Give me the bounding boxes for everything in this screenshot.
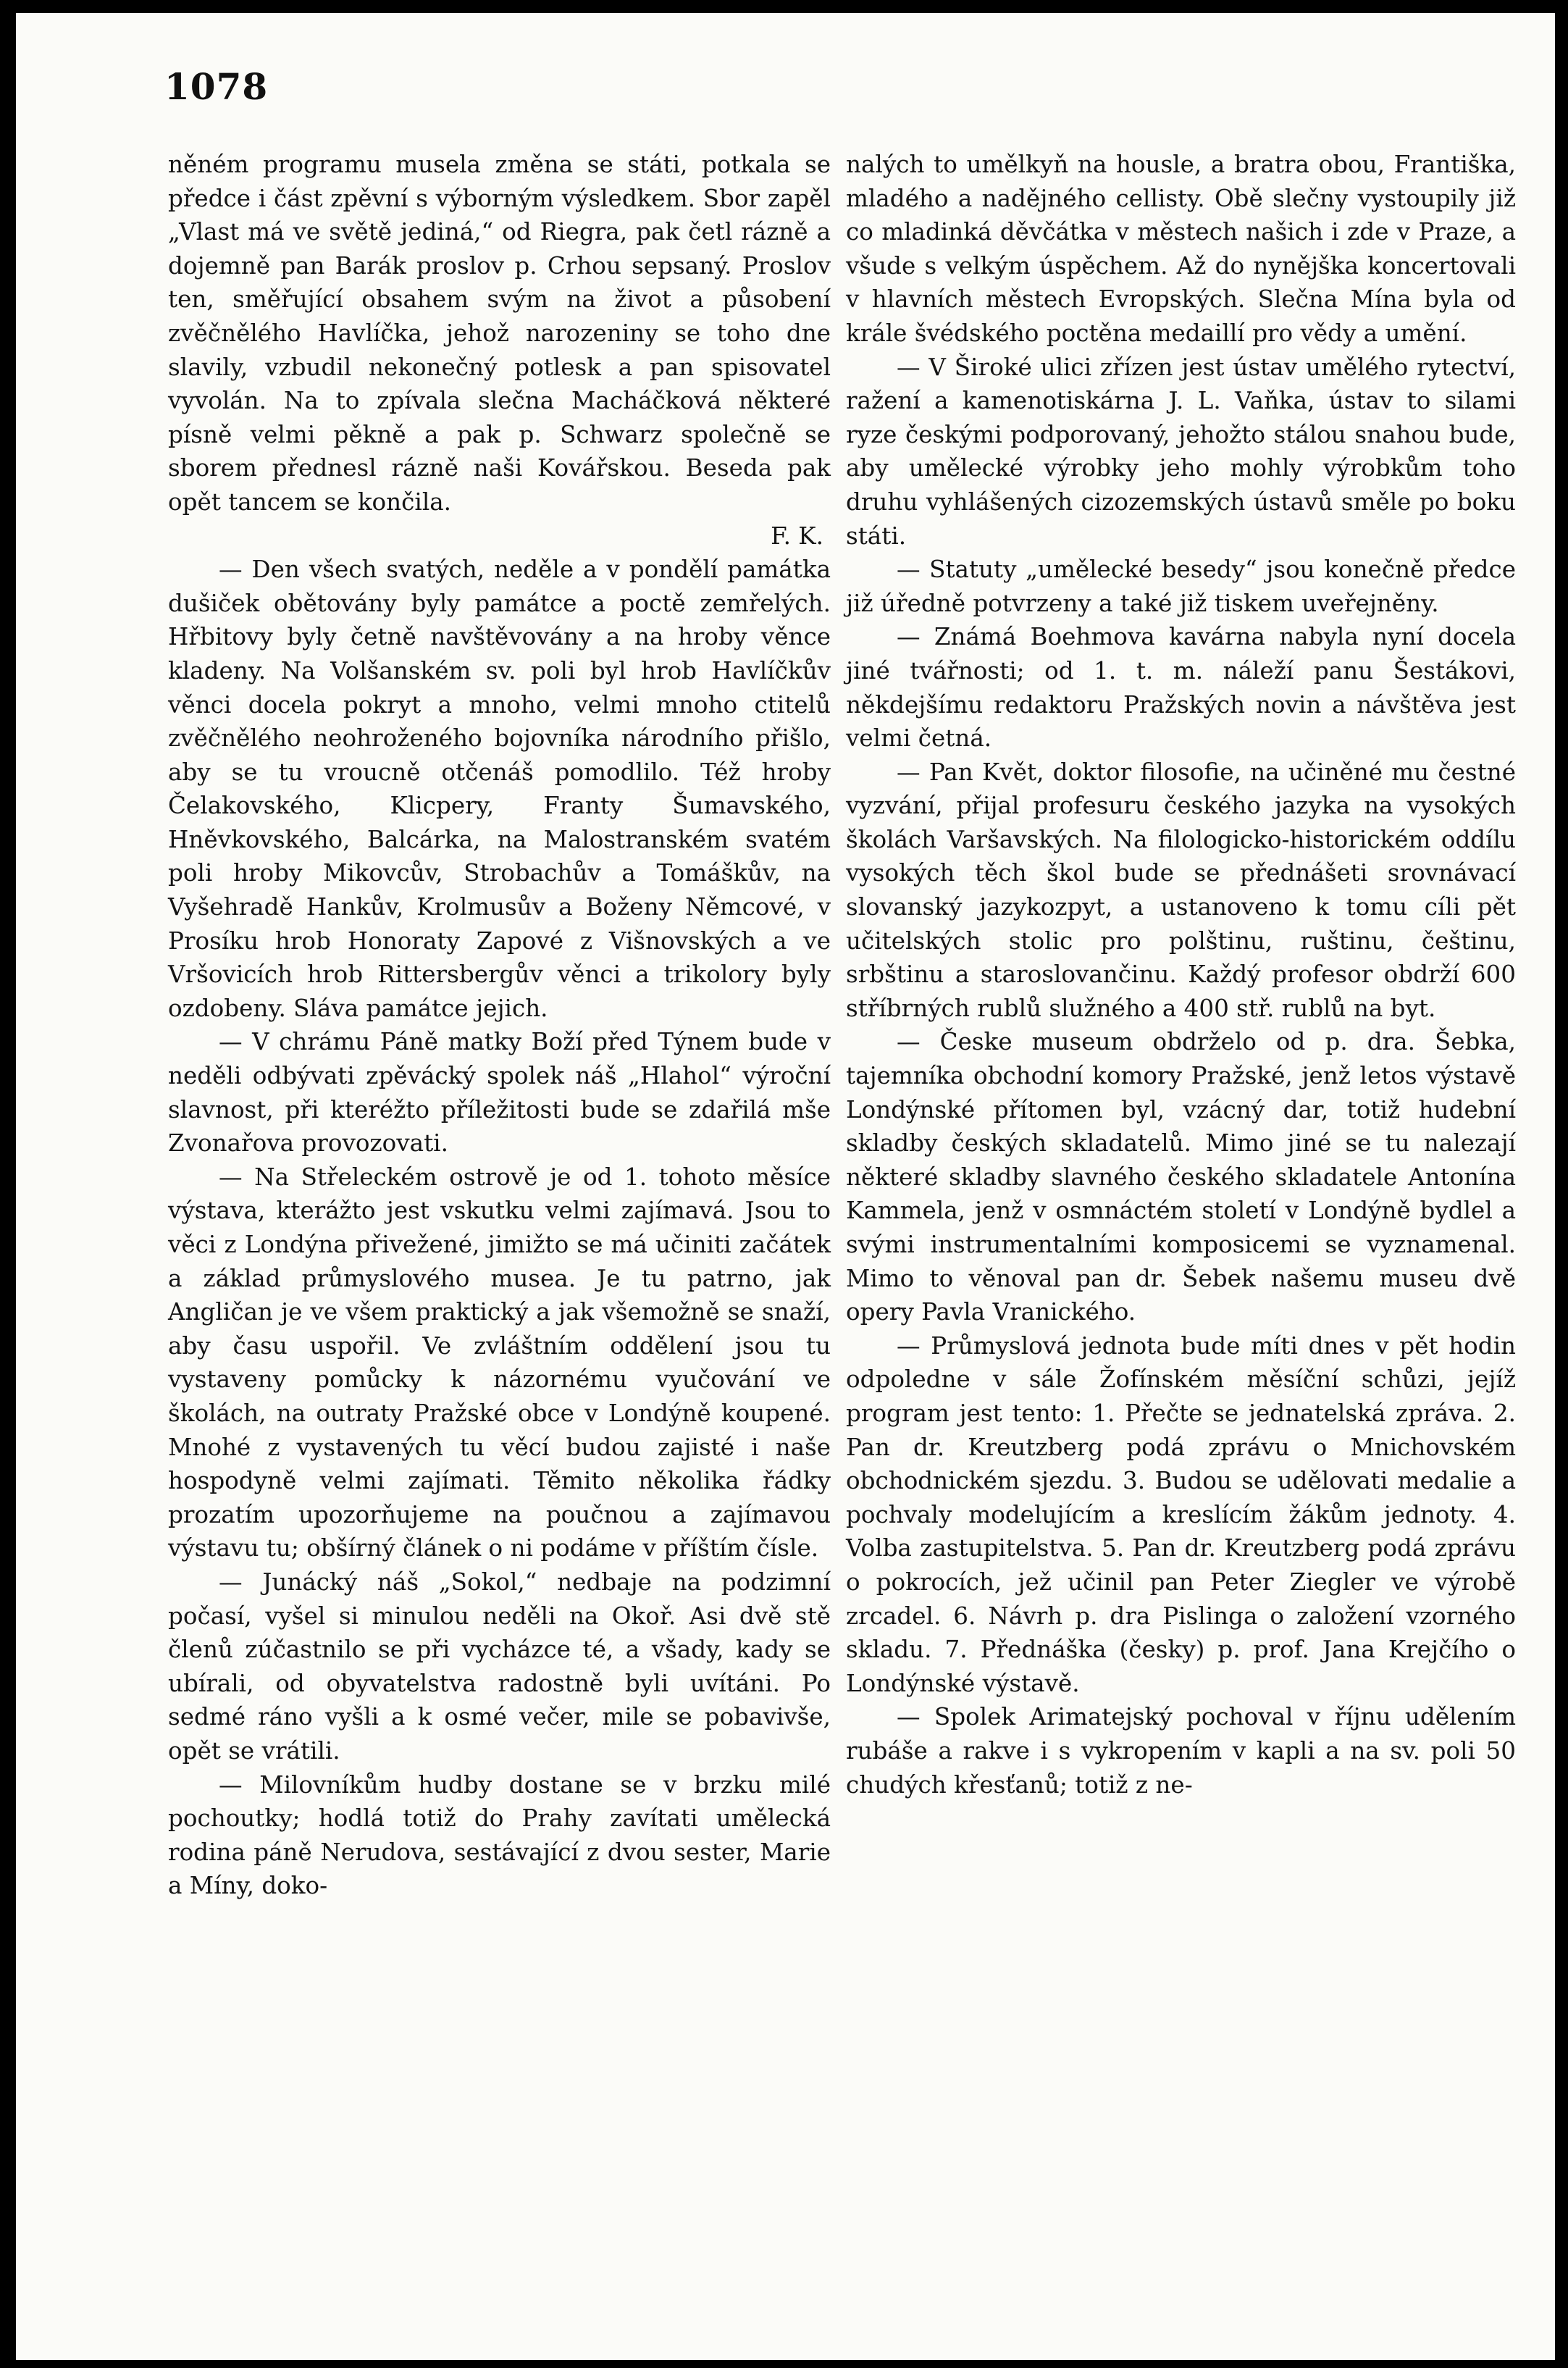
- article-paragraph: [168, 148, 831, 553]
- article-paragraph: — V chrámu Páně matky Boží před Týnem bude v neděli odbývati zpěvácký spolek náš „Hlahol“ výroční slavnost, při kteréžto příležitosti bude se zdařilá mše Zvonařova provozovati.: [168, 1028, 831, 1158]
- right-column: [846, 148, 1516, 1802]
- article-paragraph: — Česke museum obdrželo od p. dra. Šebka, tajemníka obchodní komory Pražské, jenž letos výstavě Londýnské přítomen byl, vzácný dar, totiž hudební skladby českých skladatelů. Mimo jiné se tu nalezají některé skladby slavného českého skladatele Antonína Kammela, jenž v osmnáctém století v Londýně bydlel a svými instrumentalními komposicemi se vyznamenal. Mimo to věnoval pan dr. Šebek našemu museu dvě opery Pavla Vranického.: [846, 1028, 1516, 1326]
- left-column: [168, 148, 831, 1903]
- newspaper-page: [16, 13, 1555, 2360]
- article-paragraph: — V Široké ulici zřízen jest ústav umělého rytectví, ražení a kamenotiskárna J. L. Vaňka, ústav to silami ryze českými podporovaný, jehožto stálou snahou bude, aby umělecké výrobky jeho mohly výrobkům toho druhu vyhlášených cizozemských ústavů směle po boku státi.: [846, 353, 1516, 550]
- article-paragraph: — Průmyslová jednota bude míti dnes v pět hodin odpoledne v sále Žofínském měsíční schůzi, jejíž program jest tento: 1. Přečte se jednatelská zpráva. 2. Pan dr. Kreutzberg podá zprávu o Mnichovském obchodnickém sjezdu. 3. Budou se udělovati medalie a pochvaly modelujícím a kreslícím žákům jednoty. 4. Volba zastupitelstva. 5. Pan dr. Kreutzberg podá zprávu o pokrocích, jež učinil pan Peter Ziegler ve výrobě zrcadel. 6. Návrh p. dra Pislinga o založení vzorného skladu. 7. Přednáška (česky) p. prof. Jana Krejčího o Londýnské výstavě.: [846, 1331, 1516, 1697]
- article-paragraph: — Spolek Arimatejský pochoval v říjnu udělením rubáše a rakve i s vykropením v kapli a na sv. poli 50 chudých křesťanů; totiž z ne-: [846, 1703, 1516, 1799]
- article-paragraph: — Známá Boehmova kavárna nabyla nyní docela jiné tvářnosti; od 1. t. m. náleží panu Šestákovi, někdejšímu redaktoru Pražských novin a návštěva jest velmi četná.: [846, 623, 1516, 753]
- article-paragraph: — Junácký náš „Sokol,“ nedbaje na podzimní počasí, vyšel si minulou neděli na Okoř. Asi dvě stě členů zúčastnilo se při vycházce té, a všady, kady se ubírali, od obyvatelstva radostně byli uvítáni. Po sedmé ráno vyšli a k osmé večer, mile se pobavivše, opět se vrátili.: [168, 1568, 831, 1765]
- article-paragraph: — Milovníkům hudby dostane se v brzku milé pochoutky; hodlá totiž do Prahy zavítati umělecká rodina páně Nerudova, sestávající z dvou sester, Marie a Míny, doko-: [168, 1770, 831, 1900]
- author-signature: F. K.: [771, 522, 823, 550]
- article-paragraph: — Na Střeleckém ostrově je od 1. tohoto měsíce výstava, kterážto jest vskutku velmi zajímavá. Jsou to věci z Londýna přivežené, jimižto se má učiniti začátek a základ průmyslového musea. Je tu patrno, jak Angličan je ve všem praktický a jak všemožně se snaží, aby času uspořil. Ve zvláštním oddělení jsou tu vystaveny pomůcky k názornému vyučování ve školách, na outraty Pražské obce v Londýně koupené. Mnohé z vystavených tu věcí budou zajisté i naše hospodyně velmi zajímati. Těmito několika řádky prozatím upozorňujeme na poučnou a zajímavou výstavu tu; obšírný článek o ni podáme v příštím čísle.: [168, 1163, 831, 1562]
- page-number: 1078: [164, 65, 269, 108]
- article-text: něném programu musela změna se státi, potkala se předce i část zpěvní s výborným výsledkem. Sbor zapěl „Vlast má ve světě jediná,“ od Riegra, pak četl rázně a dojemně pan Barák proslov p. Crhou sepsaný. Proslov ten, směřující obsahem svým na život a působení zvěčnělého Havlíčka, jehož narozeniny se toho dne slavily, vzbudil nekonečný potlesk a pan spisovatel vyvolán. Na to zpívala slečna Macháčková některé písně velmi pěkně a pak p. Schwarz společně se sborem přednesl rázně naši Kovářskou. Beseda pak opět tancem se končila.: [168, 151, 831, 516]
- article-paragraph: — Den všech svatých, neděle a v pondělí památka dušiček obětovány byly památce a poctě zemřelých. Hřbitovy byly četně navštěvovány a na hroby věnce kladeny. Na Volšanském sv. poli byl hrob Havlíčkův věnci docela pokryt a mnoho, velmi mnoho ctitelů zvěčnělého neohroženého bojovníka národního přišlo, aby se tu vroucně otčenáš pomodlilo. Též hroby Čelakovského, Klicpery, Franty Šumavského, Hněvkovského, Balcárka, na Malostranském svatém poli hroby Mikovcův, Strobachův a Tomáškův, na Vyšehradě Hankův, Krolmusův a Boženy Němcové, v Prosíku hrob Honoraty Zapové z Višnovských a ve Vršovicích hrob Rittersbergův věnci a trikolory byly ozdobeny. Sláva památce jejich.: [168, 556, 831, 1022]
- article-paragraph: — Statuty „umělecké besedy“ jsou konečně předce již úředně potvrzeny a také již tiskem uveřejněny.: [846, 556, 1516, 617]
- article-paragraph: nalých to umělkyň na housle, a bratra obou, Františka, mladého a nadějného cellisty. Obě slečny vystoupily již co mladinká děvčátka v městech našich i zde v Praze, a všude s velkým úspěchem. Až do nynějška koncertovali v hlavních městech Evropských. Slečna Mína byla od krále švédského poctěna medaillí pro vědy a umění.: [846, 151, 1516, 347]
- article-paragraph: — Pan Květ, doktor filosofie, na učiněné mu čestné vyzvání, přijal profesuru českého jazyka na vysokých školách Varšavských. Na filologicko-historickém oddílu vysokých těch škol bude se přednášeti srovnávací slovanský jazykozpyt, a ustanoveno k tomu cíli pět učitelských stolic pro polštinu, ruštinu, češtinu, srbštinu a staroslovančinu. Každý profesor obdrží 600 stříbrných rublů služného a 400 stř. rublů na byt.: [846, 758, 1516, 1022]
